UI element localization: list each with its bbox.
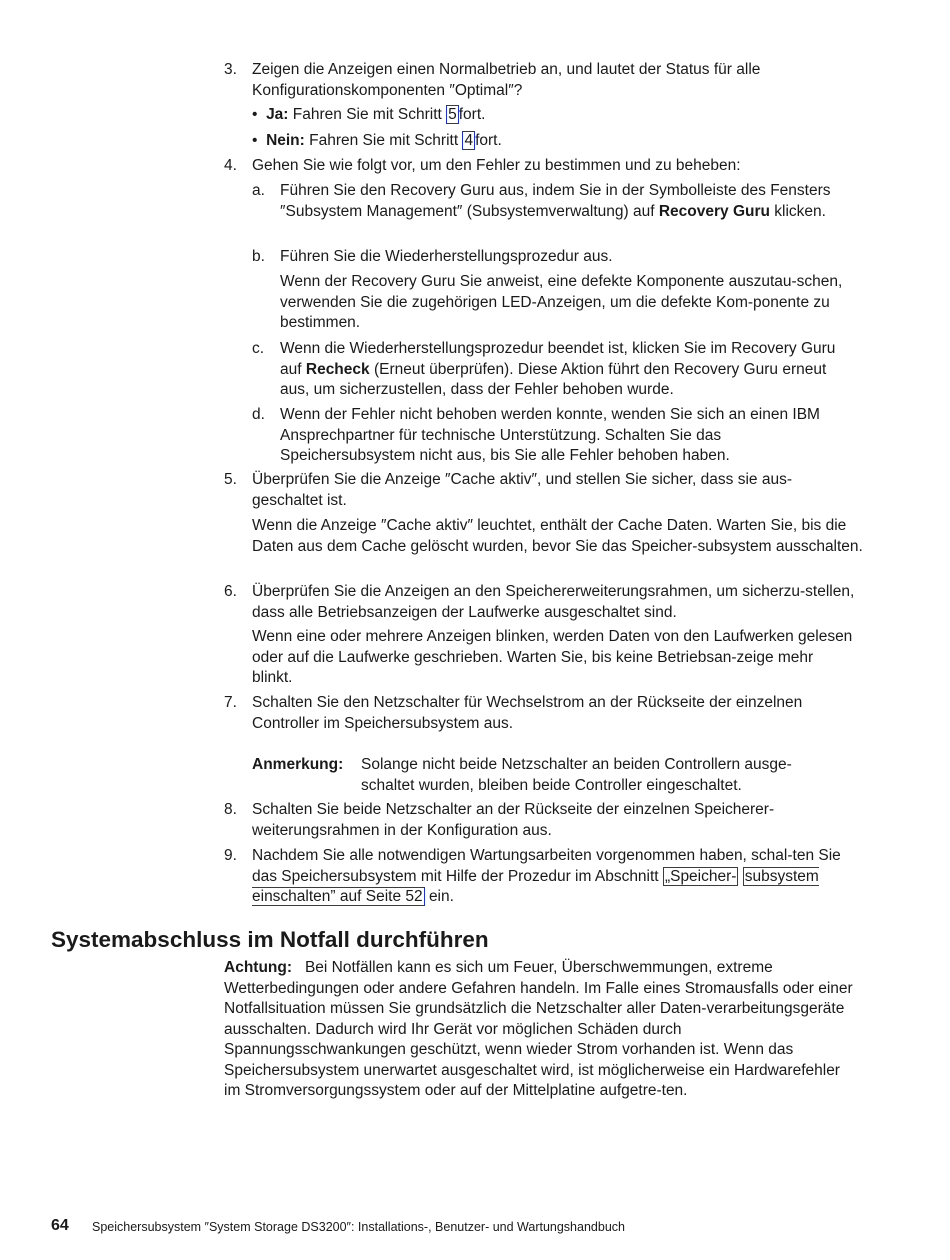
no-label: Nein: [266, 132, 305, 149]
yes-label: Ja: [266, 106, 289, 123]
no-text-post: fort. [475, 132, 502, 149]
substep-b-text: Führen Sie die Wiederherstellungsprozedur aus. [280, 248, 613, 265]
step-7-number: 7. [224, 694, 237, 711]
substep-a-text-pre: Führen Sie den Recovery Guru aus, indem Sie in der Symbolleiste des Fensters ″Subsystem Management″ (Subsystemverwaltung) auf [280, 182, 831, 220]
substep-d-text: Wenn der Fehler nicht behoben werden konnte, wenden Sie sich an einen IBM Ansprechpartner für technische Unterstützung. Schalten Sie das Speichersubsystem nicht aus, bis Sie alle Fehler behoben haben. [280, 406, 820, 464]
step-3-yes-item [252, 105, 852, 126]
power-on-section-link[interactable]: „Speicher- [664, 867, 737, 885]
step-5-number: 5. [224, 471, 237, 488]
substep-b-label: b. [252, 248, 265, 265]
step-5-link[interactable]: 5 [448, 106, 457, 123]
step-4-link[interactable]: 4 [464, 132, 474, 149]
bullet-icon: • [252, 132, 258, 149]
note-text: Solange nicht beide Netzschalter an beiden Controllern ausge-schaltet wurden, bleiben beide Controller eingeschaltet. [361, 756, 792, 794]
step-5-paragraph: Wenn die Anzeige ″Cache aktiv″ leuchtet, enthält der Cache Daten. Warten Sie, bis die Daten aus dem Cache gelöscht wurden, bevor Sie das Speicher-subsystem ausschalten. [252, 517, 863, 555]
step-9-text-post: ein. [428, 888, 454, 905]
step-9-number: 9. [224, 847, 237, 864]
attention-text: Bei Notfällen kann es sich um Feuer, Überschwemmungen, extreme Wetterbedingungen oder andere Gefahren handeln. Im Falle eines Stromausfalls oder einer Notfallsituation müssen Sie grundsätzlich die Netzschalter aller Daten-verarbeitungsgeräte ausschalten. Dadurch wird Ihr Gerät vor möglichen Schäden durch Spannungsschwankungen geschützt, wenn wieder Strom vorhanden ist. Wenn das Speichersubsystem unerwartet ausgeschaltet wird, ist möglicherweise ein Hardwarefehler im Stromversorgungssystem oder auf der Mittelplatine aufgetre-ten. [224, 959, 853, 1099]
step-3-no-item [252, 131, 852, 152]
step-6-text: Überprüfen Sie die Anzeigen an den Speichererweiterungsrahmen, um sicherzu-stellen, dass alle Betriebsanzeigen der Laufwerke ausgeschaltet sind. [252, 583, 855, 621]
step-8-number: 8. [224, 801, 237, 818]
step-4-text: Gehen Sie wie folgt vor, um den Fehler zu bestimmen und zu beheben: [252, 157, 741, 174]
section-heading: Systemabschluss im Notfall durchführen [51, 927, 489, 952]
footer-title: Speichersubsystem ″System Storage DS3200″: Installations-, Benutzer- und Wartungshandbuch [92, 1220, 625, 1234]
substep-c-label: c. [252, 340, 265, 357]
attention-paragraph [224, 958, 860, 1102]
step-8-text: Schalten Sie beide Netzschalter an der Rückseite der einzelnen Speicherer-weiterungsrahmen in der Konfiguration aus. [252, 801, 775, 839]
yes-text: Fahren Sie mit Schritt [292, 106, 442, 123]
step-9-text-pre: Nachdem Sie alle notwendigen Wartungsarbeiten vorgenommen haben, schal-ten Sie das Speichersubsystem mit Hilfe der Prozedur im Abschnitt [252, 847, 841, 885]
substep-a-label: a. [252, 182, 265, 199]
power-on-section-link-cont[interactable]: subsystem einschalten” auf Seite 52 [252, 867, 819, 905]
attention-label: Achtung: [224, 959, 293, 976]
step-3-number: 3. [224, 61, 237, 78]
recheck-ref: Recheck [305, 360, 370, 378]
step-5-text: Überprüfen Sie die Anzeige ″Cache aktiv″, und stellen Sie sicher, dass sie aus-geschaltet ist. [252, 471, 792, 509]
substep-a-text-post: klicken. [774, 202, 826, 220]
step-4-number: 4. [224, 157, 237, 174]
substep-b-paragraph: Wenn der Recovery Guru Sie anweist, eine defekte Komponente auszutau-schen, verwenden Sie die zugehörigen LED-Anzeigen, um die defekte Kom-ponente zu bestimmen. [280, 273, 843, 331]
step-9-text [252, 846, 857, 908]
no-text: Fahren Sie mit Schritt [309, 132, 459, 149]
recovery-guru-ref: Recovery Guru [658, 202, 770, 220]
substep-d-label: d. [252, 406, 265, 423]
note-label: Anmerkung: [252, 756, 344, 773]
substep-c-text [280, 339, 855, 401]
substep-a-text [280, 181, 855, 222]
substep-c-text-post: (Erneut überprüfen). Diese Aktion führt den Recovery Guru erneut aus, um sicherzustellen, dass der Fehler behoben wurde. [280, 360, 827, 398]
step-7-text: Schalten Sie den Netzschalter für Wechselstrom an der Rückseite der einzelnen Controller im Speichersubsystem aus. [252, 694, 803, 732]
yes-text-post: fort. [458, 106, 486, 123]
bullet-icon: • [252, 106, 258, 123]
step-3-text: Zeigen die Anzeigen einen Normalbetrieb an, und lautet der Status für alle Konfigurationskomponenten ″Optimal″? [252, 61, 761, 99]
step-6-paragraph: Wenn eine oder mehrere Anzeigen blinken, werden Daten von den Laufwerken gelesen oder auf die Laufwerke geschrieben. Warten Sie, bis keine Betriebsan-zeige mehr blinkt. [252, 628, 853, 686]
step-6-number: 6. [224, 583, 237, 600]
page-number: 64 [51, 1217, 69, 1234]
substep-c-text-pre: Wenn die Wiederherstellungsprozedur beendet ist, klicken Sie im Recovery Guru auf [280, 340, 836, 378]
